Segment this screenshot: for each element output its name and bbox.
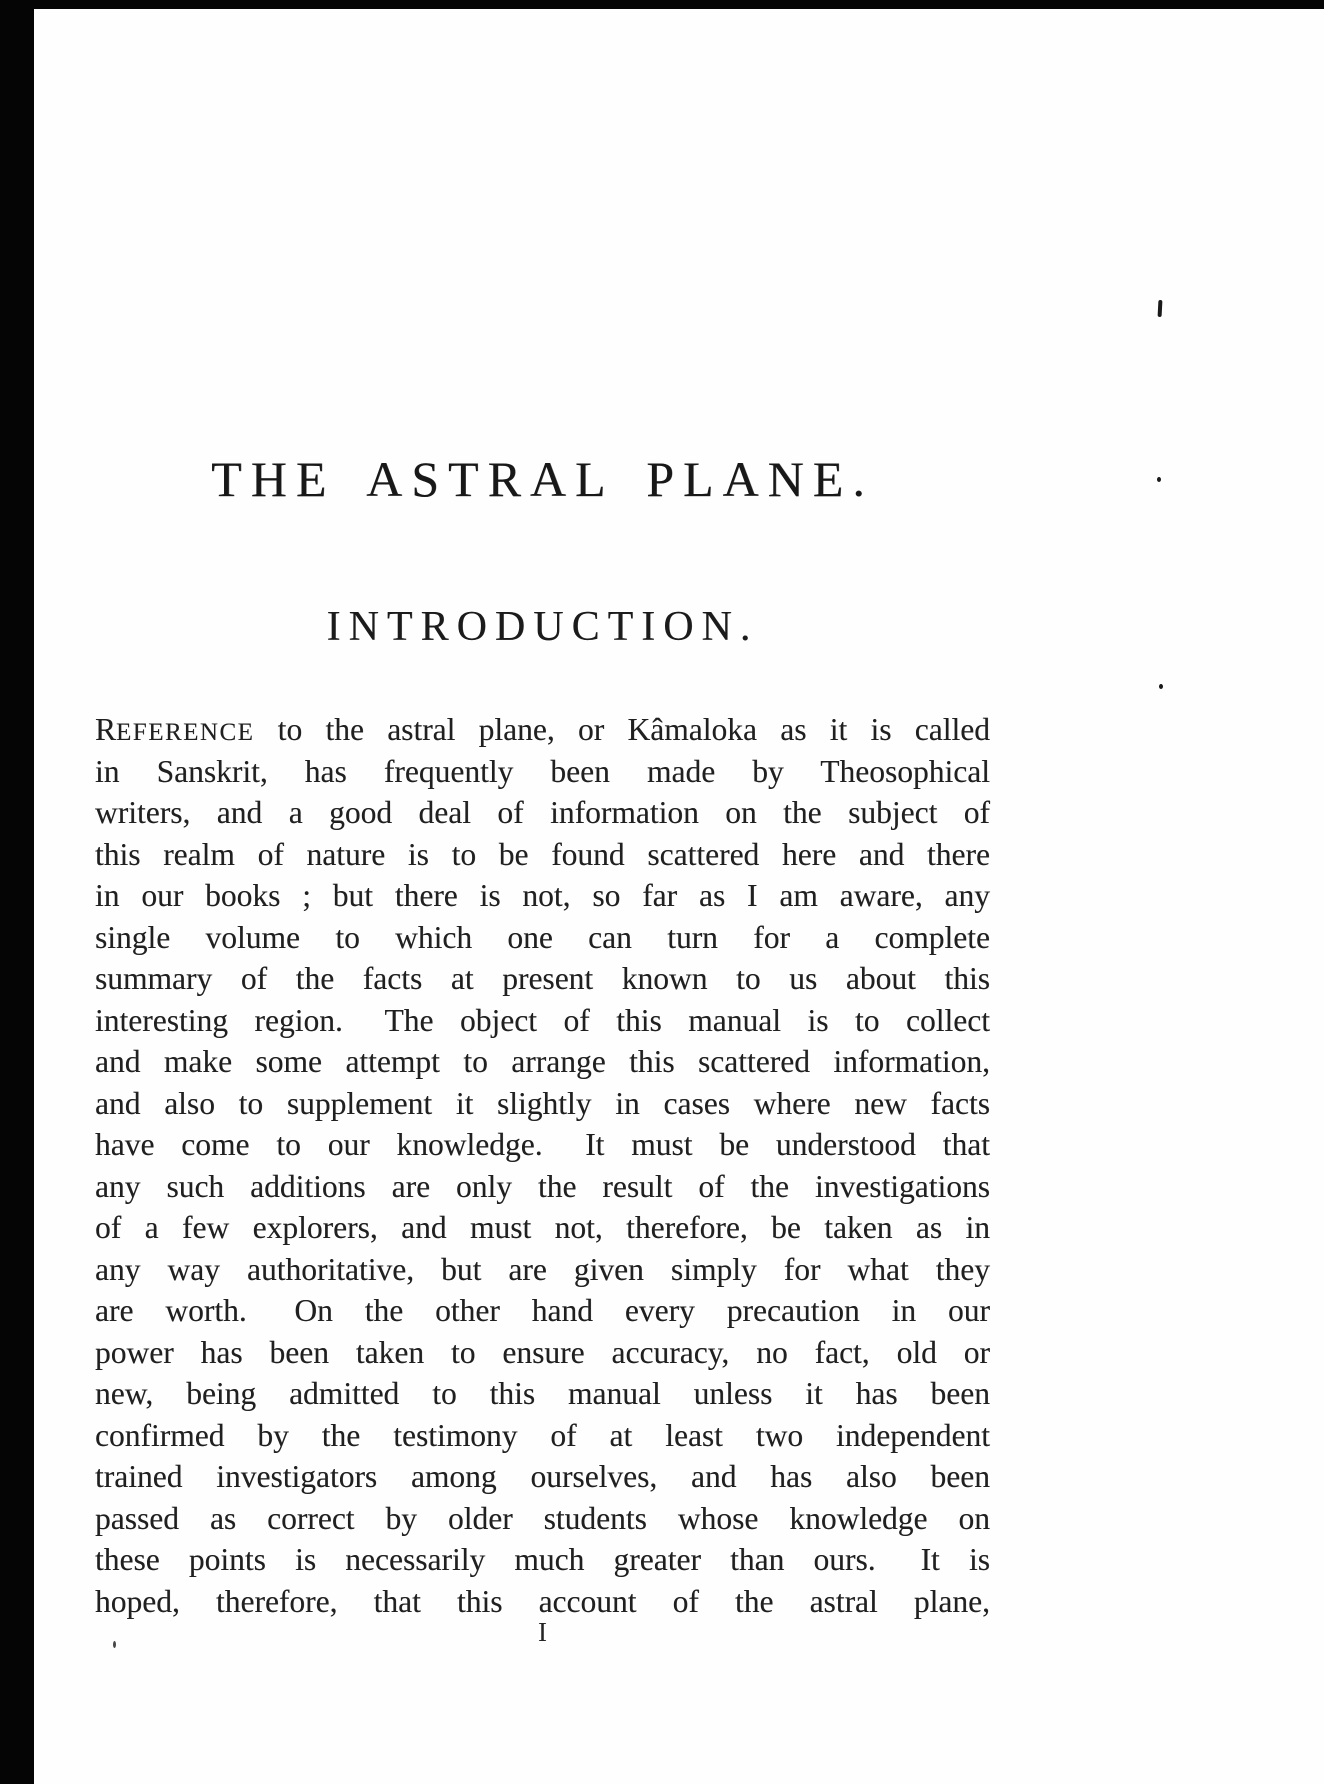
text-line: of a few explorers, and must not, therefore, be taken as in — [95, 1210, 990, 1245]
text-line: trained investigators among ourselves, and has also been — [95, 1459, 990, 1494]
text-line: and also to supplement it slightly in cases where new facts — [95, 1085, 990, 1121]
text-line: in Sanskrit, has frequently been made by Theosophical — [95, 753, 990, 789]
scan-edge-left — [0, 0, 34, 1784]
section-heading: INTRODUCTION. — [326, 604, 759, 650]
text-line: summary of the facts at present known to us about this — [95, 961, 990, 996]
text-line: single volume to which one can turn for a complete — [95, 919, 990, 955]
text-line: power has been taken to ensure accuracy, no fact, old or — [95, 1334, 990, 1370]
text-line: these points is necessarily much greater than ours. It is — [95, 1542, 990, 1577]
text-line: new, being admitted to this manual unless it has been — [95, 1376, 990, 1411]
text-line: confirmed by the testimony of at least two independent — [95, 1417, 990, 1453]
page-number: I — [538, 1617, 547, 1647]
text-line: any such additions are only the result of the investigations — [95, 1168, 990, 1204]
text-line: any way authoritative, but are given simply for what they — [95, 1251, 990, 1287]
text-line: and make some attempt to arrange this scattered information, — [95, 1044, 990, 1079]
text-line: have come to our knowledge. It must be understood that — [95, 1127, 990, 1162]
book-title: THE ASTRAL PLANE. — [211, 451, 874, 507]
line-text: to the astral plane, or Kâmaloka as it is called — [254, 712, 990, 747]
text-line: in our books ; but there is not, so far as I am aware, any — [95, 878, 990, 913]
scan-speck — [1158, 300, 1163, 317]
text-line: are worth. On the other hand every precaution in our — [95, 1293, 990, 1328]
text-line: writers, and a good deal of information on the subject of — [95, 795, 990, 830]
lead-initial: R — [95, 712, 117, 747]
lead-smallcaps: EFERENCE — [116, 719, 255, 746]
page-content — [95, 0, 990, 1784]
text-line: interesting region. The object of this manual is to collect — [95, 1002, 990, 1038]
scan-speck — [1159, 684, 1163, 689]
text-line: hoped, therefore, that this account of the astral plane, — [95, 1583, 990, 1619]
text-line: this realm of nature is to be found scattered here and there — [95, 836, 990, 872]
introduction-paragraph — [95, 709, 990, 1622]
text-line: passed as correct by older students whose knowledge on — [95, 1500, 990, 1536]
scan-speck — [1157, 477, 1161, 482]
text-line — [95, 709, 990, 751]
